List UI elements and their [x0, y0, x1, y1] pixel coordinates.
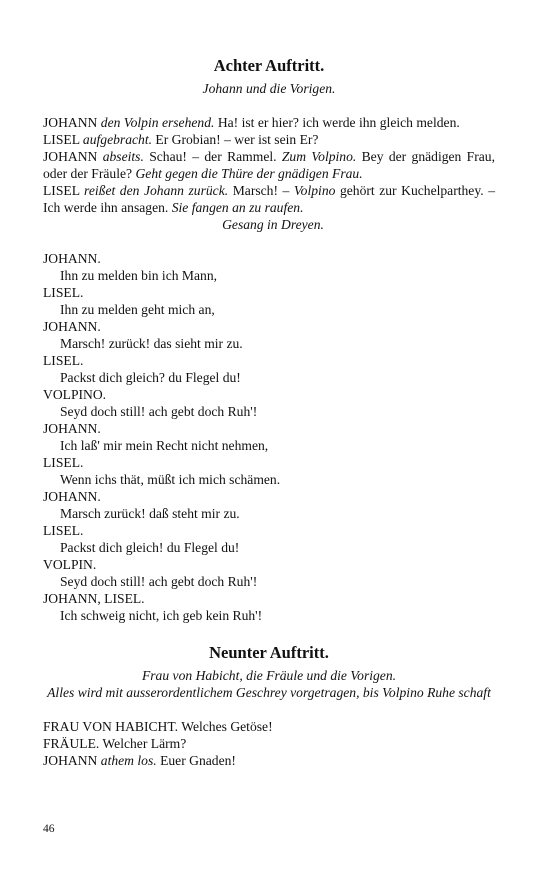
speaker-name: LISEL.: [43, 285, 84, 300]
speaker-name: JOHANN.: [43, 251, 101, 266]
stage-direction: abseits.: [102, 149, 144, 164]
verse-line: Seyd doch still! ach gebt doch Ruh'!: [60, 404, 258, 419]
stage-direction: Alles wird mit ausserordentlichem Geschrey vorgetragen, bis Volpino Ruhe schaft: [47, 685, 491, 700]
stage-direction: Volpino: [293, 183, 336, 198]
scene-subtitle: Frau von Habicht, die Fräule und die Vorigen.: [141, 668, 397, 683]
speaker-name: JOHANN.: [43, 319, 101, 334]
stage-direction: Sie fangen an zu raufen.: [171, 200, 304, 215]
page-content: [43, 56, 495, 769]
scene-title: Achter Auftritt.: [213, 56, 325, 75]
scene-subtitle: Johann und die Vorigen.: [202, 81, 336, 96]
verse-line: Ihn zu melden geht mich an,: [60, 302, 215, 317]
verse-line: Ihn zu melden bin ich Mann,: [60, 268, 218, 283]
verse-line: Packst dich gleich! du Flegel du!: [60, 540, 240, 555]
speaker-name: VOLPIN.: [43, 557, 97, 572]
verse-line: Seyd doch still! ach gebt doch Ruh'!: [60, 574, 258, 589]
speaker-name: LISEL.: [43, 455, 84, 470]
dialogue-line: JOHANN den Volpin ersehend. Ha! ist er hier? ich werde ihn gleich melden.: [43, 115, 460, 130]
speaker-name: JOHANN.: [43, 489, 101, 504]
speaker-name: VOLPINO.: [43, 387, 107, 402]
stage-direction: Zum Volpino.: [281, 149, 357, 164]
stage-direction: aufgebracht.: [82, 132, 152, 147]
dialogue-line: LISEL reißet den Johann zurück. Marsch! – Volpino gehört zur Kuchelparthey. – Ich werde ihn ansagen. Sie fangen an zu raufen.: [43, 183, 495, 215]
stage-direction: reißet den Johann zurück.: [84, 183, 229, 198]
page-number: 46: [43, 823, 55, 835]
speaker-name: LISEL.: [43, 523, 84, 538]
verse-line: Marsch! zurück! das sieht mir zu.: [60, 336, 243, 351]
verse-line: Ich schweig nicht, ich geb kein Ruh'!: [60, 608, 263, 623]
speaker-name: JOHANN.: [43, 421, 101, 436]
verse-line: Marsch zurück! daß steht mir zu.: [60, 506, 240, 521]
dialogue-line: JOHANN abseits. Schau! – der Rammel. Zum Volpino. Bey der gnädigen Frau, oder der Fräule? Geht gegen die Thüre der gnädigen Frau.: [43, 149, 495, 181]
speaker-name: JOHANN, LISEL.: [43, 591, 145, 606]
scene-9: [43, 643, 495, 769]
scene-title: Neunter Auftritt.: [209, 643, 329, 662]
stage-direction: athem los.: [100, 753, 157, 768]
stage-direction: Geht gegen die Thüre der gnädigen Frau.: [135, 166, 363, 181]
dialogue-block: [43, 718, 495, 769]
dialogue-line: LISEL aufgebracht. Er Grobian! – wer ist sein Er?: [43, 132, 319, 147]
verse-line: Packst dich gleich? du Flegel du!: [60, 370, 241, 385]
verse-line: Ich laß' mir mein Recht nicht nehmen,: [60, 438, 269, 453]
dialogue-block: [43, 114, 495, 216]
scene-8: [43, 56, 495, 624]
speaker-name: LISEL.: [43, 353, 84, 368]
dialogue-line: FRÄULE. Welcher Lärm?: [43, 736, 187, 751]
song-title: Gesang in Dreyen.: [222, 217, 324, 232]
stage-direction: den Volpin ersehend.: [100, 115, 215, 130]
song-block: [43, 250, 495, 624]
dialogue-line: JOHANN athem los. Euer Gnaden!: [43, 753, 236, 768]
verse-line: Wenn ichs thät, müßt ich mich schämen.: [60, 472, 281, 487]
dialogue-line: FRAU VON HABICHT. Welches Getöse!: [43, 719, 273, 734]
